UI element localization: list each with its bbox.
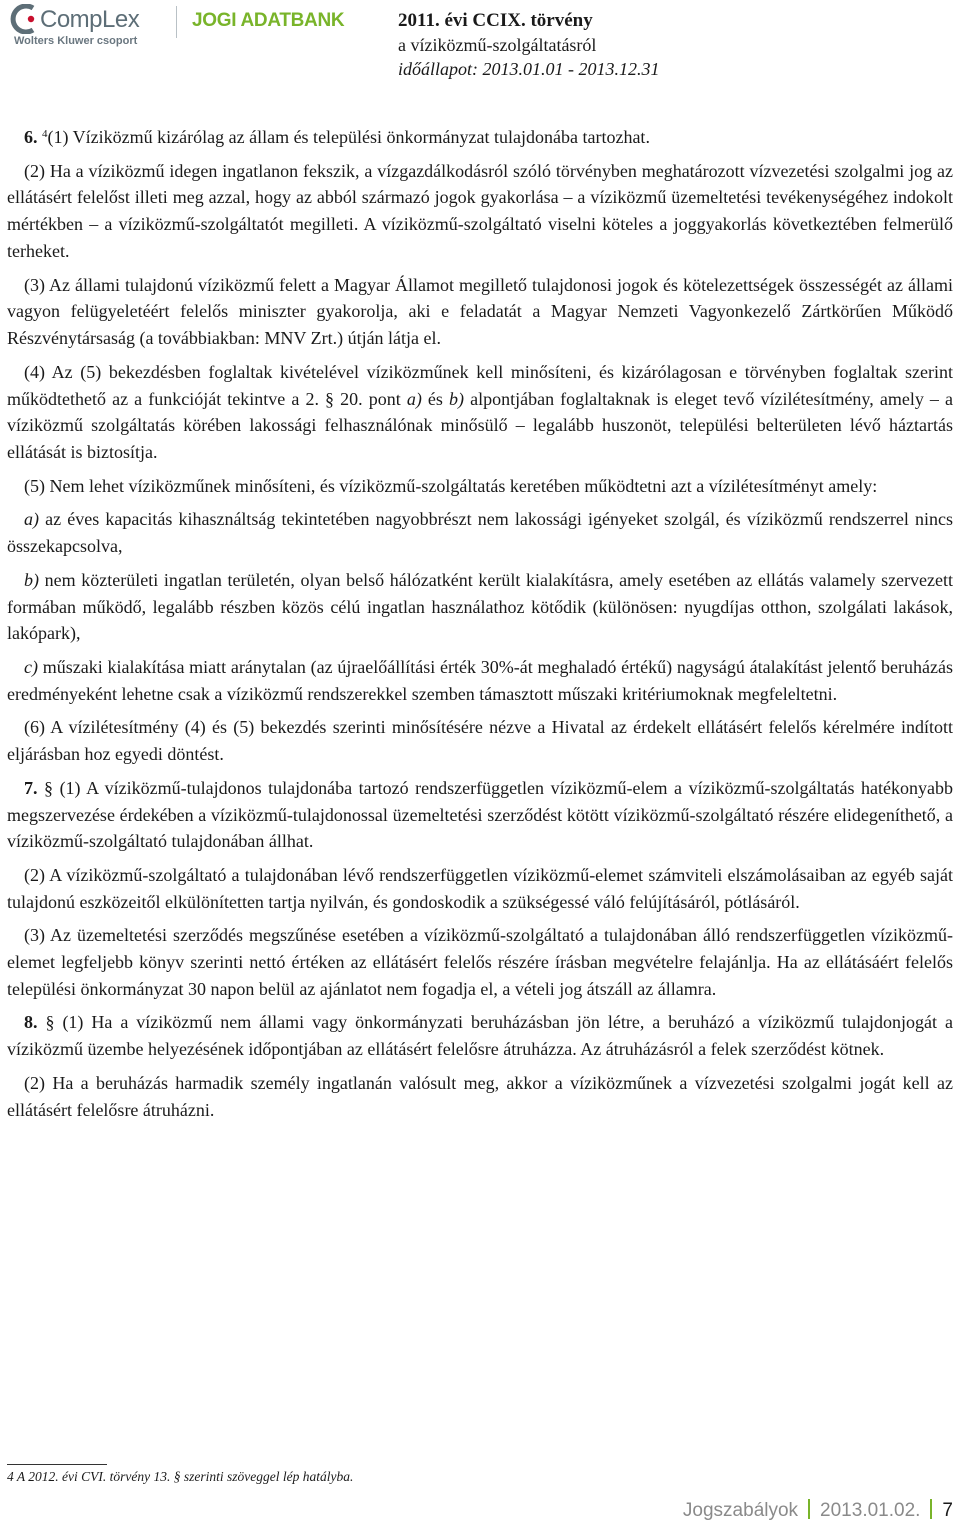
paragraph-text: (1) Víziközmű kizárólag az állam és települési önkormányzat tulajdonába tartozhat. bbox=[47, 127, 650, 147]
section-6-paragraph-5: (5) Nem lehet víziközműnek minősíteni, és víziközmű-szolgáltatás keretében működtetni azt a vízilétesítményt amely: bbox=[24, 475, 878, 496]
page-number: 7 bbox=[942, 1500, 953, 1521]
section-6-point-b bbox=[7, 567, 953, 647]
point-marker: b) bbox=[449, 388, 465, 409]
complex-logo bbox=[6, 4, 166, 50]
section-6-point-a bbox=[7, 506, 953, 560]
section-7-paragraph-3: (3) Az üzemeltetési szerződés megszűnése esetében a víziközmű-szolgáltató a tulajdonában álló rendszerfüggetlen víziközmű-elemet legfeljebb könyv szerinti nettó értéken az ellátásért felelős részére írásban megvételre felajánlja. Ha az ellátásáért felelős települési önkormányzat 30 napon belül az ajánlatot nem fogadja el, a vételi jog átszáll az államra. bbox=[7, 925, 953, 999]
section-7-paragraph-1 bbox=[7, 775, 953, 855]
section-symbol: § bbox=[45, 1012, 55, 1033]
point-text: az éves kapacitás kihasználtság tekintetében nagyobbrészt nem lakossági igényeket szolgál, és víziközmű rendszerrel nincs összekapcsolva, bbox=[7, 509, 953, 557]
section-6-paragraph-6: (6) A vízilétesítmény (4) és (5) bekezdés szerinti minősítésére nézve a Hivatal az érdekelt ellátásért felelős kérelmére indított eljárásban hoz egyedi döntést. bbox=[7, 717, 953, 765]
product-name: JOGI ADATBANK bbox=[192, 10, 345, 31]
footnote-divider bbox=[7, 1464, 107, 1465]
document-validity: időállapot: 2013.01.01 - 2013.12.31 bbox=[398, 59, 660, 79]
section-number: 6. bbox=[24, 127, 38, 147]
paragraph-text: (1) Ha a víziközmű nem állami vagy önkormányzati beruházásban jön létre, a beruházó a víziközmű tulajdonjogát a víziközmű üzembe helyezésének időpontjában az ellátásért felelősre átruházza. Az átruházásról a felek szerződést kötnek. bbox=[7, 1012, 954, 1060]
footer-label: Jogszabályok bbox=[682, 1500, 799, 1521]
footnote-reference[interactable]: 4 bbox=[42, 128, 48, 140]
document-meta bbox=[398, 9, 660, 81]
point-marker: a) bbox=[24, 509, 39, 530]
document-subject: a víziközmű-szolgáltatásról bbox=[398, 35, 597, 55]
section-number: 8. bbox=[24, 1012, 38, 1033]
footer-separator bbox=[930, 1499, 932, 1519]
section-6-paragraph-1 bbox=[7, 124, 953, 151]
point-text: nem közterületi ingatlan területén, olyan belső hálózatként került kialakításra, amely esetében az ellátás valamely szervezett formában működő, legalább részben közös célú ingatlan használathoz kötődik (különösen: nyugdíjas otthon, szolgálati lakások, lakópark), bbox=[7, 569, 954, 644]
logo-divider bbox=[176, 6, 177, 38]
section-6-point-c bbox=[7, 654, 953, 708]
section-6-paragraph-3: (3) Az állami tulajdonú víziközmű felett a Magyar Államot megillető tulajdonosi jogok és kötelezettségek összességét az állami vagyon felügyeletéért felelős miniszter gyakorolja, aki e feladatát a Magyar Nemzeti Vagyonkezelő Zártkörűen Működő Részvénytársaság (a továbbiakban: MNV Zrt.) útján látja el. bbox=[7, 274, 953, 349]
paragraph-text: (1) A víziközmű-tulajdonos tulajdonába tartozó rendszerfüggetlen víziközmű-elem a víziközmű-szolgáltatás hatékonyabb megszervezése érdekében a víziközmű-tulajdonossal üzemeltetési szerződést kötött víziközmű-szolgáltató részére elidegeníthető, a víziközmű-szolgáltató tulajdonában állhat. bbox=[7, 777, 954, 852]
section-6-paragraph-2: (2) Ha a víziközmű idegen ingatlanon fekszik, a vízgazdálkodásról szóló törvényben meghatározott vízvezetési szolgalmi jog az ellátásért felelőst illeti meg azzal, hogy az abból származó jogok gyakorlása – a víziközmű üzemeltetési tevékenységéhez indokolt mértékben – a víziközmű-szolgáltatót megilleti. A víziközmű-szolgáltató viselni köteles a joggyakorlás következtében felmerülő terheket. bbox=[7, 160, 953, 261]
brand-tagline: Wolters Kluwer csoport bbox=[14, 35, 138, 47]
brand-name: CompLex bbox=[40, 6, 140, 33]
document-body bbox=[7, 124, 953, 1130]
section-7-paragraph-2: (2) A víziközmű-szolgáltató a tulajdonában lévő rendszerfüggetlen víziközmű-elemet számviteli elszámolásaiban az egyéb saját tulajdonú eszközeitől elkülönítetten tartja nyilván, és gondoskodik a szükségessé váló felújításáról, pótlásáról. bbox=[7, 864, 953, 912]
page-header bbox=[0, 0, 960, 100]
complex-logo-mark-icon bbox=[6, 4, 40, 34]
conjunction: és bbox=[427, 388, 443, 409]
section-number: 7. bbox=[24, 777, 38, 798]
section-symbol: § bbox=[44, 777, 54, 798]
footnote-text: 4 A 2012. évi CVI. törvény 13. § szerinti szöveggel lép hatályba. bbox=[7, 1469, 354, 1484]
section-8-paragraph-2: (2) Ha a beruházás harmadik személy ingatlanán valósult meg, akkor a víziközműnek a vízvezetési szolgalmi jogát kell az ellátásért felelősre átruházni. bbox=[7, 1072, 953, 1120]
paragraph-text: alpontjában foglaltaknak is eleget tevő vízilétesítmény, amely – a víziközmű szolgáltatás körében lakossági felhasználónak minősülő – legalább huszonöt, települési belterületen lévő háztartás ellátását is biztosítja. bbox=[7, 388, 954, 463]
paragraph-text: (4) Az (5) bekezdésben foglaltak kivételével víziközműnek kell minősíteni, és kizárólagosan e törvényben foglaltak szerint működtethető az a funkcióját tekintve a 2. § 20. pont bbox=[7, 361, 953, 409]
point-marker: a) bbox=[406, 388, 422, 409]
point-text: műszaki kialakítása miatt aránytalan (az újraelőállítási érték 30%-át meghaladó értékű) nagyságú átalakítást jelentő beruházás eredményeként lehetne csak a víziközmű rendszerekkel szemben támasztott műszaki kritériumoknak megfeleltetni. bbox=[7, 656, 953, 704]
point-marker: c) bbox=[24, 656, 38, 677]
point-marker: b) bbox=[24, 569, 39, 590]
page-footer bbox=[683, 1499, 953, 1522]
footer-separator bbox=[808, 1499, 810, 1519]
footer-date: 2013.01.02. bbox=[820, 1500, 921, 1521]
section-8-paragraph-1 bbox=[7, 1009, 953, 1063]
document-title: 2011. évi CCIX. törvény bbox=[398, 10, 593, 31]
section-6-paragraph-4 bbox=[7, 359, 953, 466]
